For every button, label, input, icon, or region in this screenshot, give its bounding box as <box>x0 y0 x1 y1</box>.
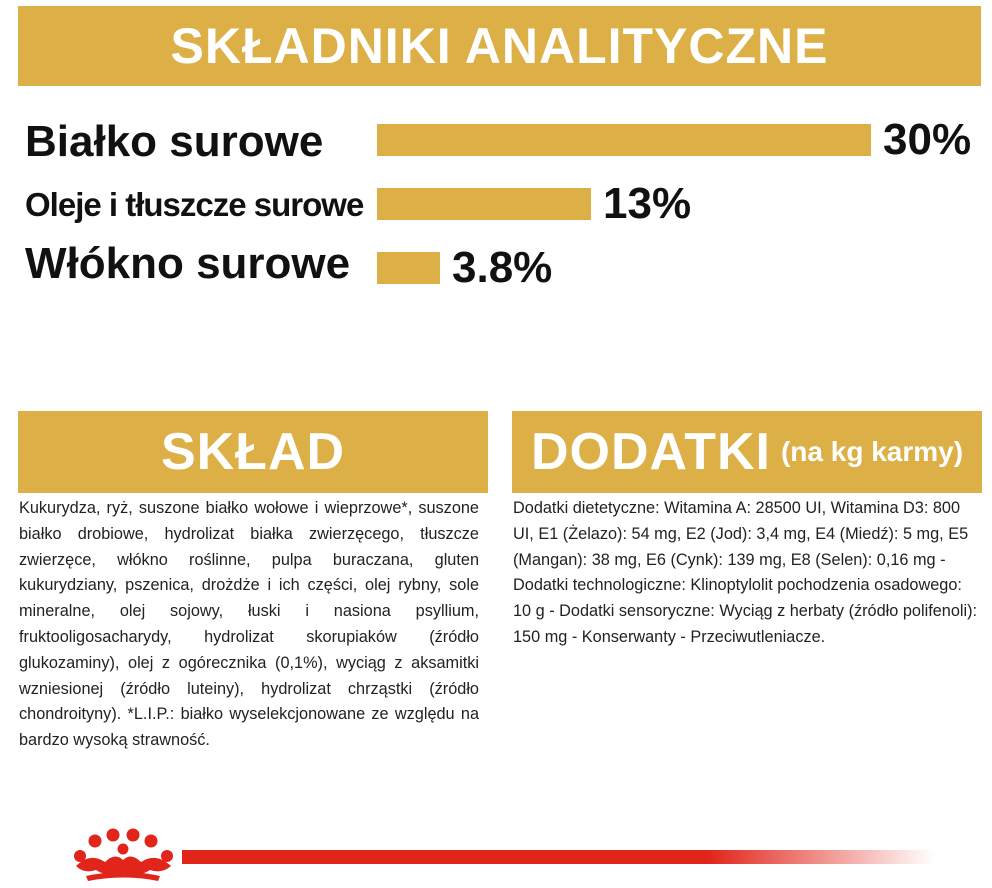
analytical-constituents-title: SKŁADNIKI ANALITYCZNE <box>170 18 829 74</box>
nutrient-bar-fibre <box>377 252 440 284</box>
nutrient-value-protein: 30% <box>883 115 972 164</box>
composition-header <box>18 411 488 493</box>
nutrient-bar-fat <box>377 188 591 220</box>
nutrient-label-fibre: Włókno surowe <box>25 239 351 288</box>
nutrient-label-fat: Oleje i tłuszcze surowe <box>25 186 364 223</box>
footer-red-line <box>182 850 934 864</box>
royal-canin-crown-icon <box>70 828 178 884</box>
nutrient-bar-protein <box>377 124 871 156</box>
composition-title: SKŁAD <box>160 423 346 481</box>
nutrient-label-protein: Białko surowe <box>25 117 324 166</box>
additives-title: DODATKI <box>530 423 771 481</box>
additives-header <box>512 411 982 493</box>
nutrient-value-fat: 13% <box>603 179 692 228</box>
additives-text: Dodatki dietetyczne: Witamina A: 28500 UI, Witamina D3: 800 UI, E1 (Żelazo): 54 mg, E2 (Jod): 3,4 mg, E4 (Miedź): 5 mg, E5 (Mangan): 38 mg, E6 (Cynk): 139 mg, E8 (Selen): 0,16 mg - Dodatki technologiczne: Klinoptylolit pochodzenia osadowego: 10 g - Dodatki sensoryczne: Wyciąg z herbaty (źródło polifenoli): 150 mg - Konserwanty - Przeciwutleniacze. <box>513 499 978 646</box>
analytical-constituents-header <box>18 6 981 86</box>
composition-text: Kukurydza, ryż, suszone białko wołowe i wieprzowe*, suszone białko drobiowe, hydrolizat białka zwierzęcego, tłuszcze zwierzęce, włókno roślinne, pulpa buraczana, gluten kukurydziany, pszenica, drożdże i ich części, olej rybny, sole mineralne, olej sojowy, łuski i nasiona psyllium, fruktooligosacharydy, hydrolizat skorupiaków (źródło glukozaminy), olej z ogórecznika (0,1%), wyciąg z aksamitki wzniesionej (źródło luteiny), hydrolizat chrząstki (źródło chondroityny). *L.I.P.: białko wyselekcjonowane ze względu na bardzo wysoką strawność. <box>19 499 479 750</box>
nutrient-value-fibre: 3.8% <box>452 243 553 292</box>
additives-subtitle: (na kg karmy) <box>780 436 964 467</box>
